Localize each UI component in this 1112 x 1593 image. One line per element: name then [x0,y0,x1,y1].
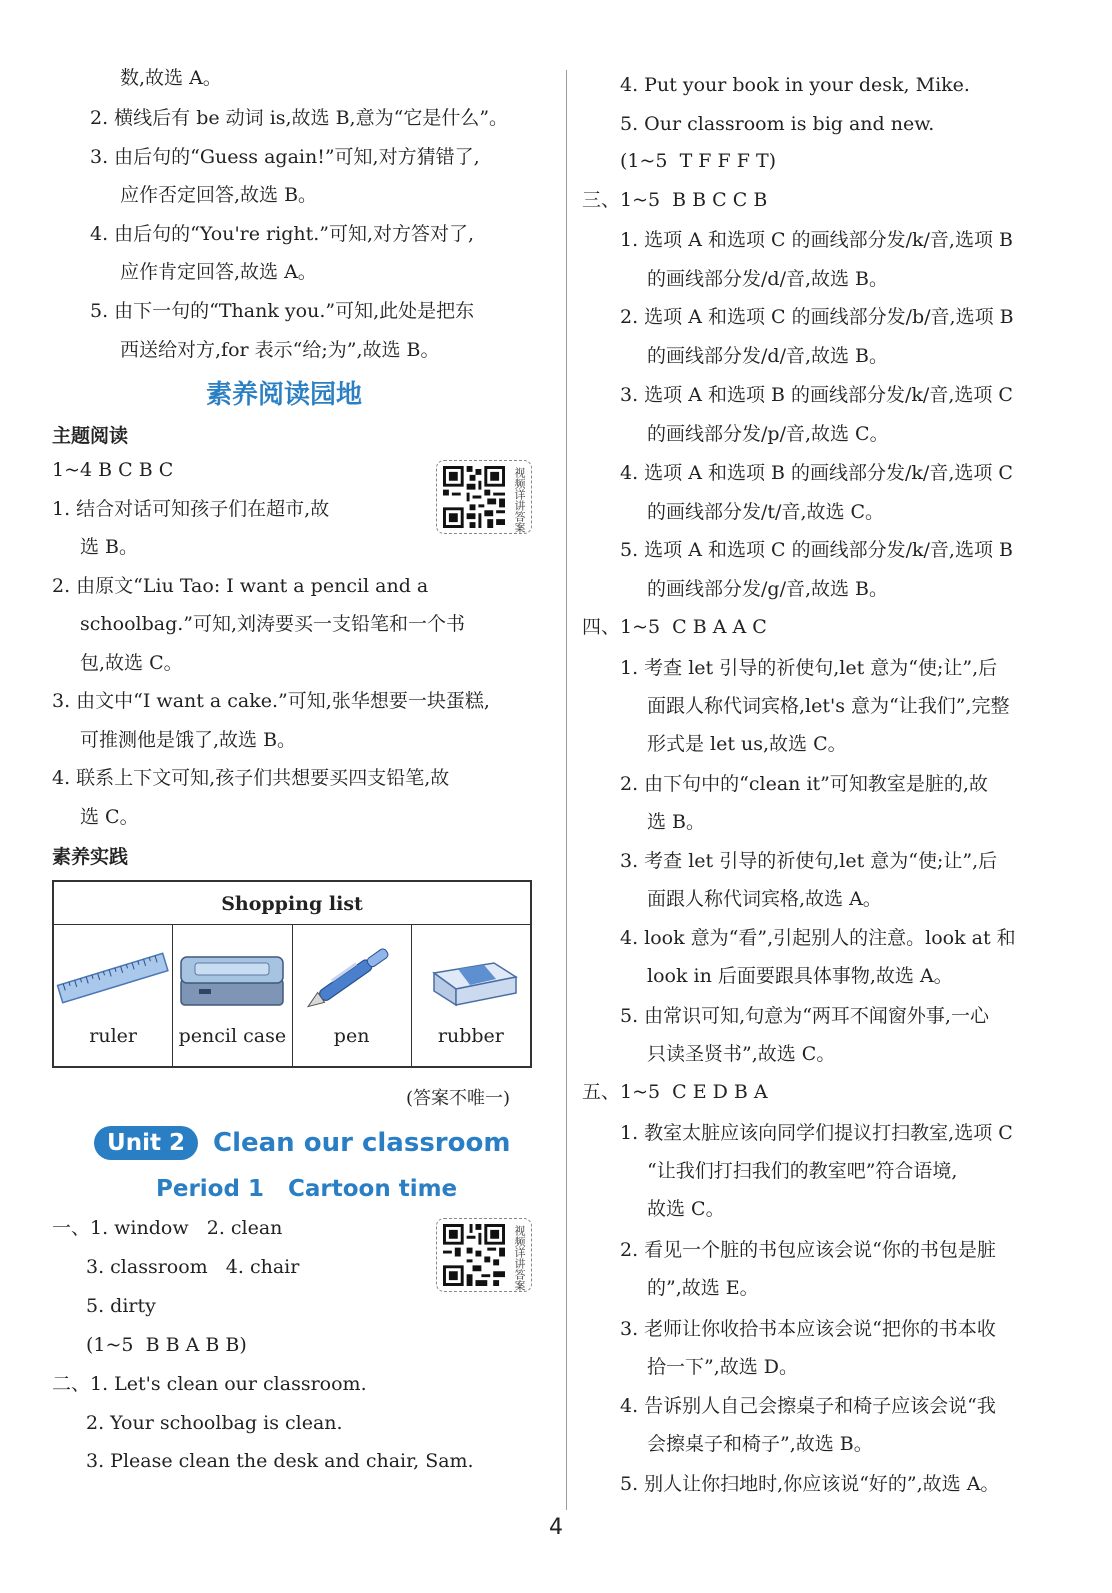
answer-line: 的画线部分发/d/音,故选 B。 [647,268,889,290]
pencil-case-icon [173,939,291,1015]
theme-reading-heading: 主题阅读 [52,425,129,447]
answer-line: 五、1~5 C E D B A [582,1081,768,1103]
theme-reading-line: 选 C。 [80,806,139,828]
answer-line: 2. 看见一个脏的书包应该会说“你的书包是脏 [620,1239,996,1261]
theme-reading-answers: 1~4 B C B C [52,459,174,481]
answer-line: look in 后面要跟具体事物,故选 A。 [647,965,953,987]
theme-reading-line: 选 B。 [80,536,139,558]
answer-line: 4. 选项 A 和选项 B 的画线部分发/k/音,选项 C [620,462,1013,484]
theme-reading-line: schoolbag.”可知,刘涛要买一支铅笔和一个书 [80,613,466,635]
theme-reading-line: 3. 由文中“I want a cake.”可知,张华想要一块蛋糕, [52,690,490,712]
section-title: 素养阅读园地 [206,380,363,410]
item-label: pen [333,1025,370,1047]
answer-line: 4. look 意为“看”,引起别人的注意。look at 和 [620,927,1016,949]
answer-line: 5. 选项 A 和选项 C 的画线部分发/k/音,选项 B [620,539,1013,561]
answer-line: 5. 由常识可知,句意为“两耳不闻窗外事,一心 [620,1005,989,1027]
theme-reading-line: 可推测他是饿了,故选 B。 [80,729,297,751]
answer-line: 会擦桌子和椅子”,故选 B。 [647,1433,873,1455]
answer-line: 的画线部分发/d/音,故选 B。 [647,345,889,367]
answer-line: 的画线部分发/g/音,故选 B。 [647,578,889,600]
answer-line: 四、1~5 C B A A C [582,616,767,638]
column-divider [566,70,567,1510]
unit-title: Clean our classroom [213,1128,511,1158]
answer-line: 4. 由后句的“You're right.”可知,对方答对了, [90,223,475,245]
answer-line: (1~5 T F F F T) [620,150,777,172]
answer-line: 1. 教室太脏应该向同学们提议打扫教室,选项 C [620,1122,1013,1144]
answer-line: 应作肯定回答,故选 A。 [120,261,317,283]
answer-line: 3. 老师让你收拾书本应该会说“把你的书本收 [620,1318,996,1340]
practice-heading: 素养实践 [52,846,129,868]
answer-line: 选 B。 [647,811,706,833]
pen-icon [293,939,411,1015]
answer-line: 只读圣贤书”,故选 C。 [647,1043,836,1065]
answer-line: 4. Put your book in your desk, Mike. [620,74,970,96]
part-one-line: (1~5 B B A B B) [86,1334,247,1356]
answer-line: 面跟人称代词宾格,故选 A。 [647,888,882,910]
qr-code[interactable] [436,1218,532,1292]
answer-line: 5. 由下一句的“Thank you.”可知,此处是把东 [90,300,475,322]
period-title: Period 1 Cartoon time [156,1176,458,1202]
answer-line: 故选 C。 [647,1198,725,1220]
qr-caption: 视频详讲答案 [513,467,526,533]
theme-reading-line: 2. 由原文“Liu Tao: I want a pencil and a [52,575,429,597]
shopping-item-ruler [54,925,173,1067]
qr-code-icon [443,1224,505,1286]
answer-line: 3. 考查 let 引导的祈使句,let 意为“使;让”,后 [620,850,998,872]
answer-line: 2. 选项 A 和选项 C 的画线部分发/b/音,选项 B [620,306,1014,328]
answer-line: 4. 告诉别人自己会擦桌子和椅子应该会说“我 [620,1395,996,1417]
answer-line: 1. 考查 let 引导的祈使句,let 意为“使;让”,后 [620,657,998,679]
answer-line: 数,故选 A。 [120,67,222,89]
shopping-item-pen [293,925,412,1067]
part-one-line: 3. classroom 4. chair [86,1256,300,1278]
answer-line: 3. 由后句的“Guess again!”可知,对方猜错了, [90,146,480,168]
part-two-line: 3. Please clean the desk and chair, Sam. [86,1450,474,1472]
rubber-icon [412,939,530,1015]
unit-badge: Unit 2 [94,1126,198,1160]
answer-line: 拾一下”,故选 D。 [647,1356,799,1378]
answer-line: 的画线部分发/p/音,故选 C。 [647,423,889,445]
answer-note: (答案不唯一) [406,1088,511,1109]
answer-line: 2. 横线后有 be 动词 is,故选 B,意为“它是什么”。 [90,107,509,129]
answer-line: 5. 别人让你扫地时,你应该说“好的”,故选 A。 [620,1473,1000,1495]
answer-line: 的画线部分发/t/音,故选 C。 [647,501,885,523]
answer-line: 2. 由下句中的“clean it”可知教室是脏的,故 [620,773,988,795]
qr-code[interactable] [436,460,532,534]
answer-line: 面跟人称代词宾格,let's 意为“让我们”,完整 [647,695,1010,717]
answer-line: 西送给对方,for 表示“给;为”,故选 B。 [120,339,440,361]
theme-reading-line: 4. 联系上下文可知,孩子们共想要买四支铅笔,故 [52,767,450,789]
answer-line: 3. 选项 A 和选项 B 的画线部分发/k/音,选项 C [620,384,1013,406]
answer-line: 1. 选项 A 和选项 C 的画线部分发/k/音,选项 B [620,229,1013,251]
page-number: 4 [549,1515,563,1540]
answer-line: 的”,故选 E。 [647,1277,759,1299]
shopping-list-title: Shopping list [54,882,530,925]
part-one-line: 一、1. window 2. clean [52,1217,283,1239]
shopping-item-pencil-case [173,925,292,1067]
answer-line: 5. Our classroom is big and new. [620,113,935,135]
answer-line: 三、1~5 B B C C B [582,189,768,211]
shopping-item-rubber [412,925,530,1067]
answer-line: 形式是 let us,故选 C。 [647,733,847,755]
item-label: ruler [89,1025,137,1047]
shopping-list-table [52,880,532,1068]
part-two-line: 二、1. Let's clean our classroom. [52,1373,367,1395]
part-two-line: 2. Your schoolbag is clean. [86,1412,343,1434]
answer-line: 应作否定回答,故选 B。 [120,184,318,206]
answer-line: “让我们打扫我们的教室吧”符合语境, [647,1160,958,1182]
theme-reading-line: 1. 结合对话可知孩子们在超市,故 [52,498,330,520]
part-one-line: 5. dirty [86,1295,156,1317]
ruler-icon [54,939,172,1015]
item-label: rubber [437,1025,504,1047]
qr-code-icon [443,466,505,528]
item-label: pencil case [178,1025,287,1047]
qr-caption: 视频详讲答案 [513,1225,526,1291]
theme-reading-line: 包,故选 C。 [80,652,183,674]
